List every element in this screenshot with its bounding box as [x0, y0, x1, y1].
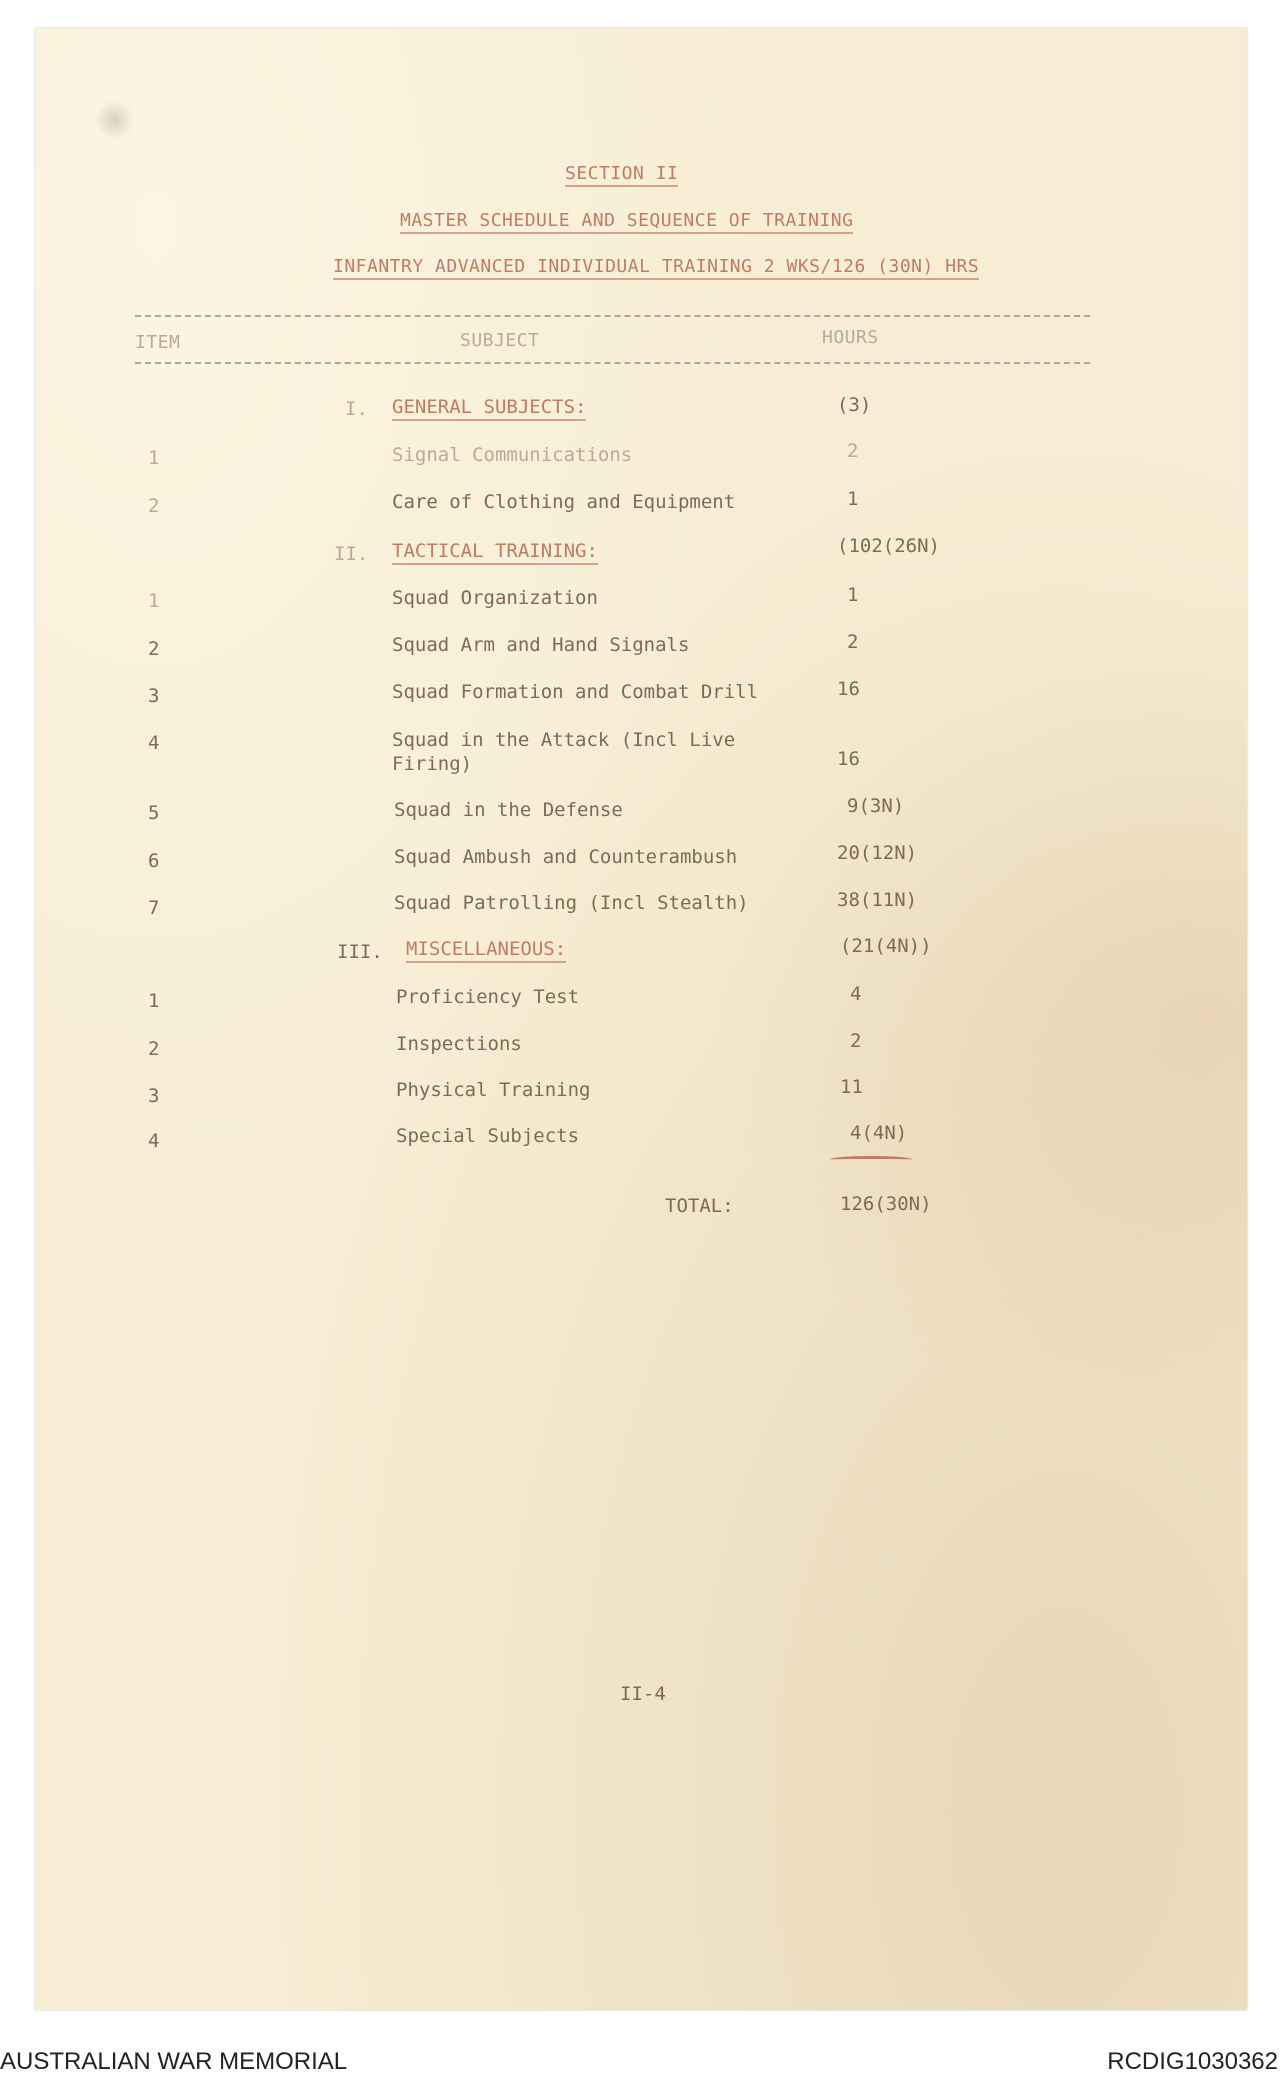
row-hours: 1: [847, 488, 859, 510]
row-hours: 16: [837, 748, 860, 770]
header-rule-top: [135, 315, 1090, 317]
row-subject: Squad in the Attack (Incl Live: [392, 729, 736, 751]
row-subject: Squad Organization: [392, 587, 598, 609]
row-item: 1: [148, 590, 160, 612]
group-title: MISCELLANEOUS:: [406, 938, 566, 963]
row-hours: 38(11N): [837, 889, 918, 911]
row-subject: Squad Formation and Combat Drill: [392, 681, 759, 703]
row-item: 1: [148, 447, 160, 469]
row-item: 2: [148, 495, 160, 517]
row-hours: 2: [847, 440, 859, 462]
column-header-hours: HOURS: [822, 327, 879, 348]
row-subject: Special Subjects: [396, 1125, 580, 1147]
group-numeral: II.: [334, 543, 369, 565]
row-subject: Care of Clothing and Equipment: [392, 491, 736, 513]
stain-mark: [95, 100, 135, 140]
total-value: 126(30N): [840, 1193, 932, 1215]
column-header-subject: SUBJECT: [460, 330, 540, 351]
row-subject: Physical Training: [396, 1079, 591, 1101]
group-numeral: I.: [345, 398, 368, 420]
group-title: GENERAL SUBJECTS:: [392, 396, 586, 421]
row-item: 1: [148, 990, 160, 1012]
row-item: 4: [148, 732, 160, 754]
header-rule-bottom: [135, 362, 1090, 364]
row-item: 3: [148, 1085, 160, 1107]
footer-reference: RCDIG1030362: [1107, 2048, 1278, 2075]
page-number: II-4: [620, 1683, 666, 1705]
group-hours: (102(26N): [837, 535, 940, 557]
footer-source: AUSTRALIAN WAR MEMORIAL: [0, 2048, 348, 2075]
row-hours: 2: [850, 1030, 862, 1052]
row-item: 5: [148, 802, 160, 824]
row-hours: 4: [850, 983, 862, 1005]
row-subject: Inspections: [396, 1033, 522, 1055]
row-subject: Squad in the Defense: [394, 799, 623, 821]
section-heading: SECTION II: [565, 163, 678, 187]
course-title: INFANTRY ADVANCED INDIVIDUAL TRAINING 2 WKS/126 (30N) HRS: [333, 256, 979, 280]
total-label: TOTAL:: [665, 1195, 734, 1217]
row-hours: 11: [840, 1076, 863, 1098]
row-subject-continuation: Firing): [392, 753, 473, 775]
group-hours: (21(4N)): [840, 935, 932, 957]
row-item: 3: [148, 685, 160, 707]
row-hours: 20(12N): [837, 842, 918, 864]
group-numeral: III.: [337, 941, 383, 963]
row-subject: Squad Arm and Hand Signals: [392, 634, 690, 656]
row-item: 6: [148, 850, 160, 872]
row-hours: 16: [837, 678, 860, 700]
row-hours: 9(3N): [847, 795, 905, 817]
row-subject: Signal Communications: [392, 444, 633, 466]
sum-underline: [830, 1156, 912, 1163]
group-hours: (3): [837, 394, 872, 416]
row-hours: 2: [847, 631, 859, 653]
row-item: 4: [148, 1130, 160, 1152]
row-subject: Squad Ambush and Counterambush: [394, 846, 738, 868]
row-hours: 4(4N): [850, 1122, 908, 1144]
row-hours: 1: [847, 584, 859, 606]
row-subject: Proficiency Test: [396, 986, 580, 1008]
row-subject: Squad Patrolling (Incl Stealth): [394, 892, 749, 914]
group-title: TACTICAL TRAINING:: [392, 540, 598, 565]
row-item: 2: [148, 638, 160, 660]
row-item: 7: [148, 897, 160, 919]
row-item: 2: [148, 1038, 160, 1060]
schedule-title: MASTER SCHEDULE AND SEQUENCE OF TRAINING: [400, 210, 853, 234]
column-header-item: ITEM: [135, 332, 181, 353]
document-page: [35, 28, 1247, 2010]
